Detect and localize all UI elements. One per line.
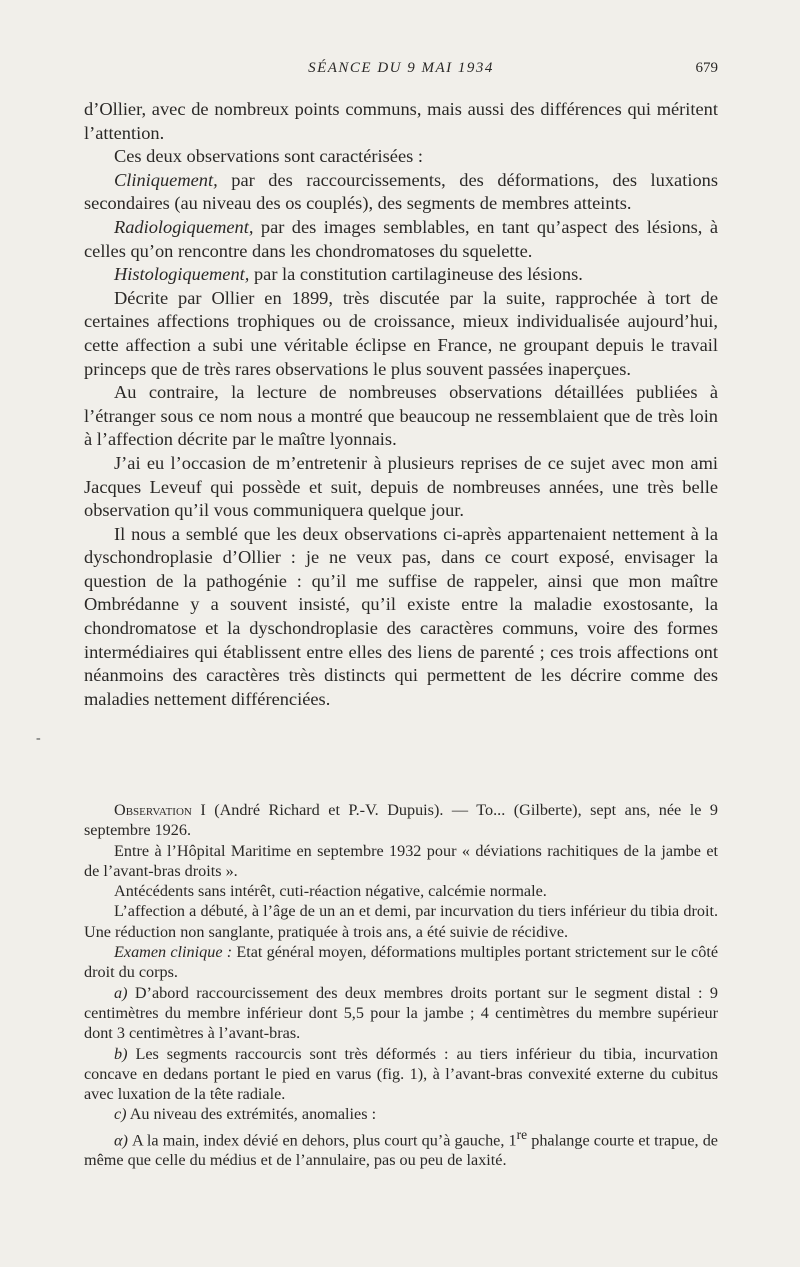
paragraph-pathogeny: Il nous a semblé que les deux observations ci-après appartenaient nettement à la dyschondroplasie d’Ollier : je ne veux pas, dans ce court exposé, envisager la question de la pathogénie : qu’il me suffise de rappeler, ainsi que mon maître Ombrédanne y a souvent insisté, qu’il existe entre la maladie exostosante, la chondromatose et la dyschondroplasie des caractères communs, voire des formes intermédiaires qui établissent entre elles des liens de parenté ; ces trois affections ont néanmoins des caractères très distincts qui permettent de les décrire comme des maladies nettement différenciées. — [84, 523, 718, 709]
observation-section — [84, 800, 718, 1171]
note-clinical-exam — [84, 942, 718, 983]
note-admission: Entre à l’Hôpital Maritime en septembre 1932 pour « déviations rachitiques de la jambe et de l’avant-bras droits ». — [84, 841, 718, 880]
page-number: 679 — [695, 60, 718, 76]
text-radiological: par des images semblables, en tant qu’aspect des lésions, à celles qu’on rencontre dans les chondromatoses du squelette. — [84, 216, 718, 261]
label-item-alpha: α) — [114, 1131, 128, 1150]
note-item-a — [84, 983, 718, 1044]
note-antecedents: Antécédents sans intérêt, cuti-réaction négative, calcémie normale. — [114, 882, 547, 901]
text-item-alpha-b: phalange courte et trapue, de même que celle du médius et de l’annulaire, pas ou peu de laxité. — [84, 1131, 718, 1170]
running-header — [84, 60, 718, 82]
text-item-c: Au niveau des extrémités, anomalies : — [126, 1105, 377, 1124]
label-histological: Histologiquement, — [114, 264, 250, 285]
main-text — [84, 98, 718, 711]
text-histological: par la constitution cartilagineuse des lésions. — [249, 264, 583, 285]
running-title: SÉANCE DU 9 MAI 1934 — [308, 60, 494, 76]
label-clinical: Cliniquement, — [114, 169, 218, 190]
margin-mark: - — [36, 731, 41, 746]
paragraph-radiological — [84, 216, 718, 263]
observation-authors: (André Richard et P.-V. Dupuis). — To... (Gilberte), sept ans, née le 9 septembre 1926. — [84, 801, 718, 840]
paragraph-characterization: Ces deux observations sont caractérisées : — [114, 146, 423, 167]
note-onset: L’affection a débuté, à l’âge de un an et demi, par incurvation du tiers inférieur du tibia droit. Une réduction non sanglante, pratiquée à trois ans, a été suivie de récidive. — [84, 902, 718, 941]
label-item-b: b) — [114, 1044, 128, 1063]
paragraph-foreign-literature: Au contraire, la lecture de nombreuses observations détaillées publiées à l’étranger sous ce nom nous a montré que beaucoup ne ressemblaient que de très loin à l’affection décrite par le maître lyonnais. — [84, 382, 718, 450]
note-item-b — [84, 1044, 718, 1105]
note-item-alpha — [84, 1125, 718, 1171]
label-radiological: Radiologiquement, — [114, 216, 254, 237]
text-item-alpha-a: A la main, index dévié en dehors, plus court qu’à gauche, 1 — [127, 1131, 517, 1150]
text-clinical: par des raccourcissements, des déformations, des luxations secondaires (au niveau des os couplés), des segments de membres atteints. — [84, 169, 718, 214]
text-clinical-exam: Etat général moyen, déformations multiples portant strictement sur le côté droit du corps. — [84, 943, 719, 982]
paragraph-continuation: d’Ollier, avec de nombreux points communs, mais aussi des différences qui méritent l’attention. — [84, 99, 718, 143]
text-item-b: Les segments raccourcis sont très déformés : au tiers inférieur du tibia, incurvation concave en dedans portant le pied en varus (fig. 1), à l’avant-bras convexité externe du cubitus avec luxation de la tête radiale. — [84, 1044, 718, 1104]
text-item-a: D’abord raccourcissement des deux membres droits portant sur le segment distal : 9 centimètres du membre inférieur dont 5,5 pour la jambe ; 4 centimètres du membre supérieur dont 3 centimètres à l’avant-bras. — [84, 983, 718, 1043]
paragraph-histological — [84, 263, 718, 287]
paragraph-leveuf: J’ai eu l’occasion de m’entretenir à plusieurs reprises de ce sujet avec mon ami Jacques Leveuf qui possède et suit, depuis de nombreuses années, une très belle observation qu’il vous communiquera quelque jour. — [84, 452, 718, 521]
paragraph-history: Décrite par Ollier en 1899, très discutée par la suite, rapprochée à tort de certaines affections trophiques ou de croissance, mieux individualisée aujourd’hui, cette affection a subi une véritable éclipse en France, ne groupant depuis le travail princeps que de très rares observations le plus souvent passées inaperçues. — [84, 287, 718, 379]
label-item-a: a) — [114, 983, 128, 1002]
label-item-c: c) — [114, 1105, 127, 1124]
observation-label: Observation I — [114, 801, 206, 819]
paragraph-clinical — [84, 169, 718, 216]
superscript-re: re — [516, 1126, 528, 1142]
observation-heading — [84, 800, 718, 841]
note-item-c — [84, 1104, 718, 1124]
label-clinical-exam: Examen clinique : — [114, 943, 233, 962]
